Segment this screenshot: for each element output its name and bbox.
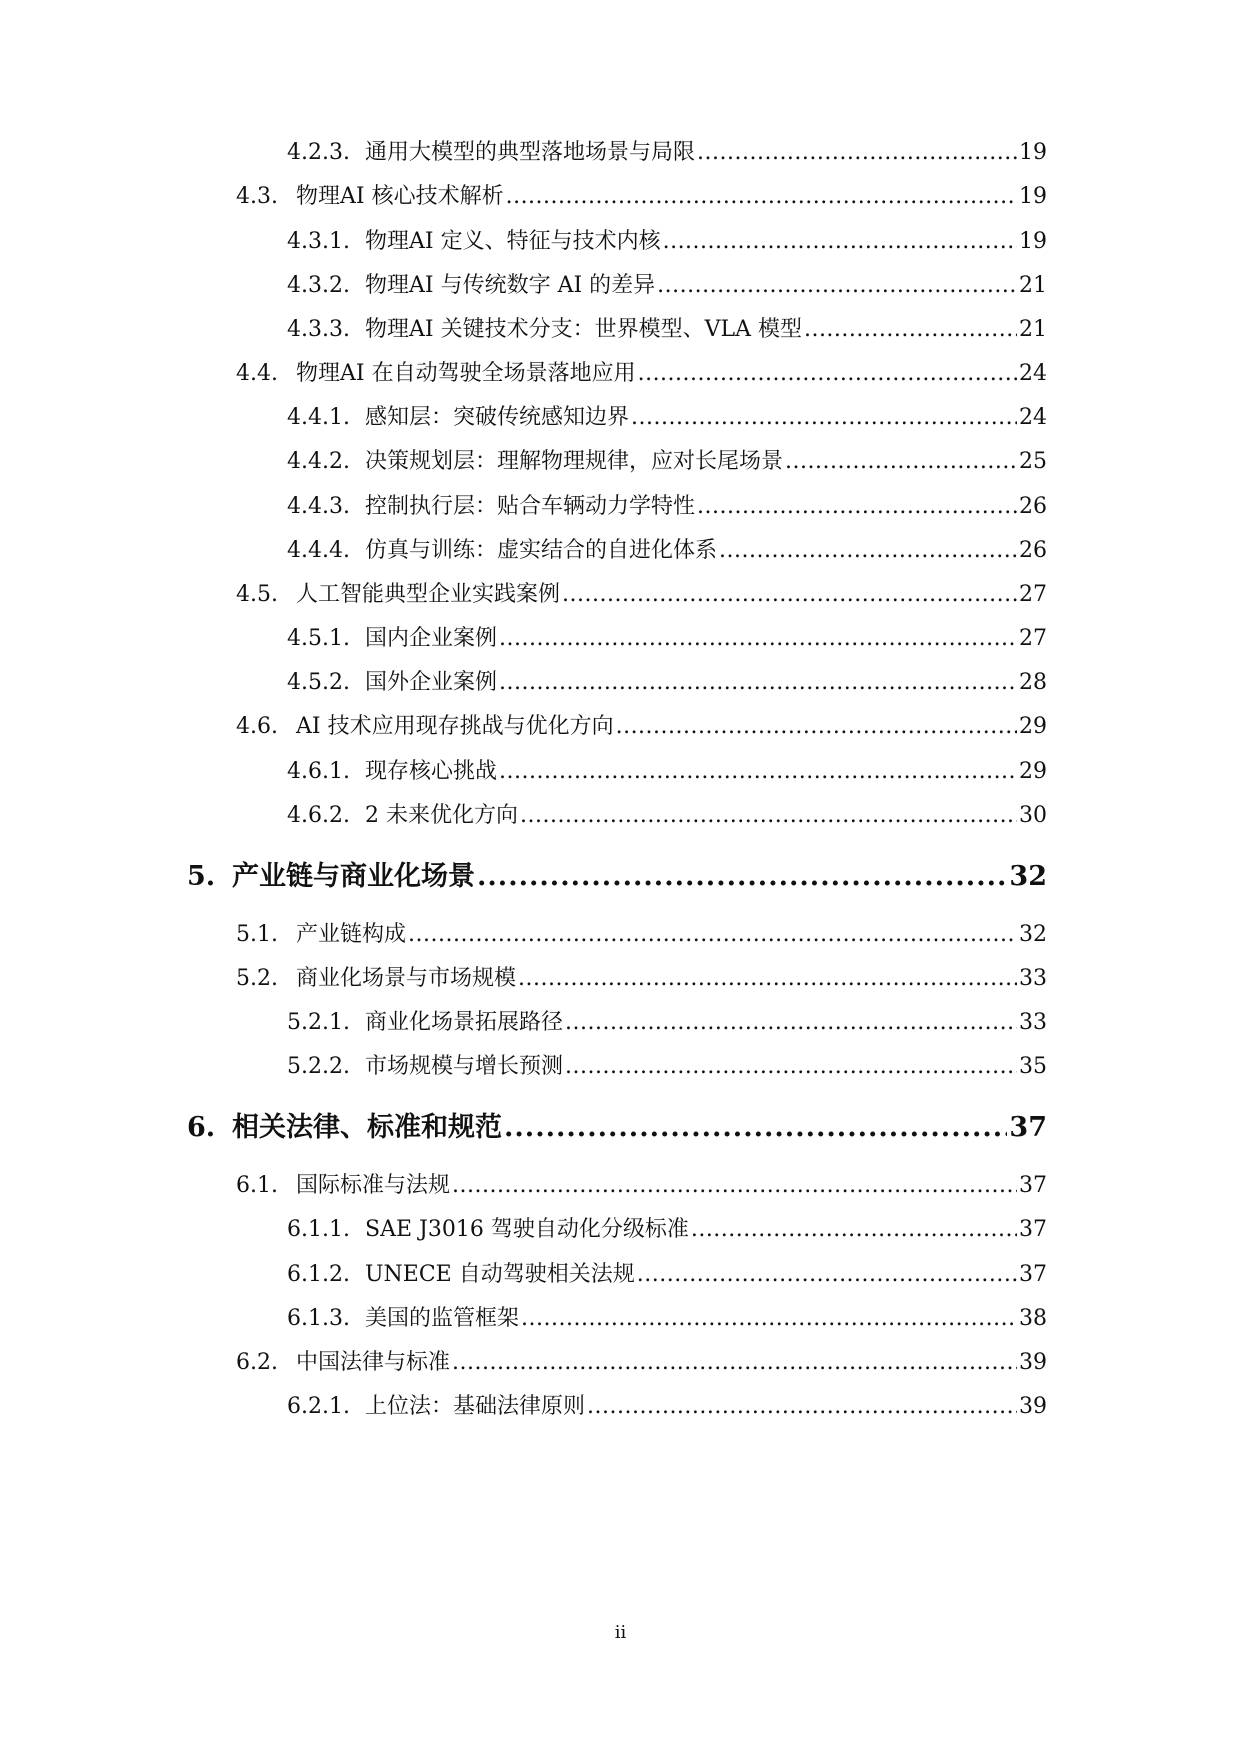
toc-entry-title: 物理AI 在自动驾驶全场景落地应用 [296,361,636,386]
toc-entry-number: 6. [187,1112,216,1143]
toc-entry-page: 38 [1019,1306,1047,1331]
toc-leader-dots [408,920,1017,950]
toc-leader-dots [452,1171,1017,1201]
toc-entry-number: 4.3.1. [287,229,350,254]
toc-entry-page: 21 [1019,317,1047,342]
toc-leader-dots [616,712,1017,742]
toc-entry[interactable] [287,1052,1047,1082]
toc-entry-page: 24 [1019,405,1047,430]
toc-entry[interactable] [287,138,1047,168]
toc-entry[interactable] [287,536,1047,566]
toc-entry[interactable] [287,1392,1047,1422]
toc-entry[interactable] [287,1215,1047,1245]
toc-entry-page: 32 [1019,922,1047,947]
toc-leader-dots [657,271,1017,301]
toc-entry[interactable] [287,227,1047,257]
toc-leader-dots [520,801,1017,831]
toc-entry-number: 5.2.1. [287,1010,350,1035]
toc-entry-number: 4.4.1. [287,405,350,430]
toc-leader-dots [697,138,1017,168]
toc-entry[interactable] [236,359,1047,389]
toc-entry-number: 4.6. [236,714,278,739]
toc-entry-title: 物理AI 与传统数字 AI 的差异 [365,273,656,298]
toc-entry-number: 6.1. [236,1173,278,1198]
toc-entry-title: 商业化场景拓展路径 [365,1010,564,1035]
toc-entry-page: 30 [1019,803,1047,828]
page-number-footer: ii [614,1622,627,1643]
toc-entry[interactable] [236,182,1047,212]
toc-entry-number: 6.1.2. [287,1262,350,1287]
toc-entry-number: 6.1.1. [287,1217,350,1242]
toc-entry-title: 感知层：突破传统感知边界 [365,405,630,430]
toc-entry-page: 29 [1019,714,1047,739]
toc-entry-title: 通用大模型的典型落地场景与局限 [365,140,696,165]
toc-entry-title: 相关法律、标准和规范 [232,1112,502,1143]
toc-entry-page: 32 [1009,861,1047,892]
toc-entry-number: 5. [187,861,216,892]
toc-entry[interactable] [287,315,1047,345]
toc-entry-page: 26 [1019,494,1047,519]
toc-entry-number: 4.3.3. [287,317,350,342]
toc-entry-title: 上位法：基础法律原则 [365,1394,586,1419]
toc-entry-page: 37 [1019,1262,1047,1287]
toc-leader-dots [691,1215,1017,1245]
toc-entry-page: 35 [1019,1054,1047,1079]
toc-entry[interactable] [287,624,1047,654]
toc-entry-title: 仿真与训练：虚实结合的自进化体系 [365,538,718,563]
toc-entry-title: 物理AI 关键技术分支：世界模型、VLA 模型 [365,317,802,342]
toc-leader-dots [521,1304,1017,1334]
toc-entry-number: 4.4. [236,361,278,386]
toc-entry-number: 4.5. [236,582,278,607]
toc-leader-dots [504,1110,1007,1146]
toc-entry-title: 产业链与商业化场景 [232,861,475,892]
toc-entry-number: 4.4.4. [287,538,350,563]
toc-leader-dots [663,227,1017,257]
toc-leader-dots [785,447,1017,477]
toc-leader-dots [631,403,1017,433]
toc-entry-number: 5.2.2. [287,1054,350,1079]
toc-entry-number: 4.6.2. [287,803,350,828]
toc-entry-page: 25 [1019,449,1047,474]
toc-entry[interactable] [287,757,1047,787]
toc-entry[interactable] [287,1260,1047,1290]
toc-entry-number: 4.4.2. [287,449,350,474]
toc-entry[interactable] [287,668,1047,698]
toc-entry-title: 物理AI 定义、特征与技术内核 [365,229,661,254]
toc-entry-number: 4.3. [236,184,278,209]
toc-entry[interactable] [236,712,1047,742]
toc-leader-dots [452,1348,1017,1378]
toc-entry[interactable] [287,1304,1047,1334]
toc-entry-title: 中国法律与标准 [296,1350,451,1375]
toc-leader-dots [506,182,1017,212]
toc-leader-dots [565,1052,1017,1082]
toc-entry-page: 24 [1019,361,1047,386]
toc-entry[interactable] [287,403,1047,433]
toc-entry-title: 市场规模与增长预测 [365,1054,564,1079]
toc-leader-dots [562,580,1017,610]
toc-entry[interactable] [236,920,1047,950]
toc-entry-number: 5.1. [236,922,278,947]
toc-leader-dots [804,315,1017,345]
toc-entry-title: UNECE 自动驾驶相关法规 [365,1262,635,1287]
toc-entry[interactable] [287,801,1047,831]
toc-entry-page: 26 [1019,538,1047,563]
toc-entry-title: 现存核心挑战 [365,759,498,784]
toc-entry-title: 产业链构成 [296,922,407,947]
toc-entry[interactable] [236,964,1047,994]
toc-leader-dots [518,964,1017,994]
toc-entry-number: 6.2. [236,1350,278,1375]
toc-entry-number: 4.5.2. [287,670,350,695]
toc-entry-title: 商业化场景与市场规模 [296,966,517,991]
toc-entry-page: 37 [1009,1112,1047,1143]
toc-entry-page: 33 [1019,1010,1047,1035]
toc-leader-dots [565,1008,1017,1038]
toc-entry[interactable] [287,271,1047,301]
toc-entry-number: 6.1.3. [287,1306,350,1331]
toc-entry-title: SAE J3016 驾驶自动化分级标准 [365,1217,689,1242]
toc-entry-title: 决策规划层：理解物理规律，应对长尾场景 [365,449,784,474]
toc-entry[interactable] [236,580,1047,610]
toc-entry-number: 4.2.3. [287,140,350,165]
toc-entry-page: 37 [1019,1173,1047,1198]
toc-entry-number: 4.5.1. [287,626,350,651]
toc-leader-dots [719,536,1017,566]
toc-entry-page: 39 [1019,1350,1047,1375]
toc-entry-page: 27 [1019,626,1047,651]
toc-entry-title: 国外企业案例 [365,670,498,695]
toc-entry[interactable] [236,1171,1047,1201]
toc-entry-page: 37 [1019,1217,1047,1242]
toc-entry-title: 2 未来优化方向 [365,803,518,828]
toc-entry[interactable] [287,1008,1047,1038]
toc-leader-dots [499,668,1017,698]
toc-entry-number: 4.4.3. [287,494,350,519]
toc-leader-dots [499,624,1017,654]
toc-entry-page: 19 [1019,140,1047,165]
toc-entry-title: 国内企业案例 [365,626,498,651]
toc-entry-page: 33 [1019,966,1047,991]
toc-entry[interactable] [236,1348,1047,1378]
toc-leader-dots [587,1392,1017,1422]
toc-entry-title: AI 技术应用现存挑战与优化方向 [296,714,614,739]
toc-entry-title: 控制执行层：贴合车辆动力学特性 [365,494,696,519]
toc-entry-page: 28 [1019,670,1047,695]
toc-entry[interactable] [287,492,1047,522]
toc-leader-dots [499,757,1017,787]
toc-entry[interactable] [287,447,1047,477]
toc-entry-number: 4.6.1. [287,759,350,784]
toc-leader-dots [697,492,1017,522]
toc-entry-number: 4.3.2. [287,273,350,298]
toc-entry-title: 物理AI 核心技术解析 [296,184,504,209]
toc-entry-number: 6.2.1. [287,1394,350,1419]
toc-entry-title: 人工智能典型企业实践案例 [296,582,561,607]
toc-entry-page: 29 [1019,759,1047,784]
toc-entry-title: 国际标准与法规 [296,1173,451,1198]
toc-leader-dots [477,859,1007,895]
toc-entry-number: 5.2. [236,966,278,991]
toc-entry-page: 39 [1019,1394,1047,1419]
toc-chapter-entry[interactable] [187,859,1047,895]
toc-entry-page: 21 [1019,273,1047,298]
toc-chapter-entry[interactable] [187,1110,1047,1146]
toc-leader-dots [638,359,1017,389]
toc-leader-dots [637,1260,1017,1290]
toc-entry-page: 19 [1019,229,1047,254]
toc-entry-title: 美国的监管框架 [365,1306,520,1331]
toc-entry-page: 19 [1019,184,1047,209]
toc-entry-page: 27 [1019,582,1047,607]
